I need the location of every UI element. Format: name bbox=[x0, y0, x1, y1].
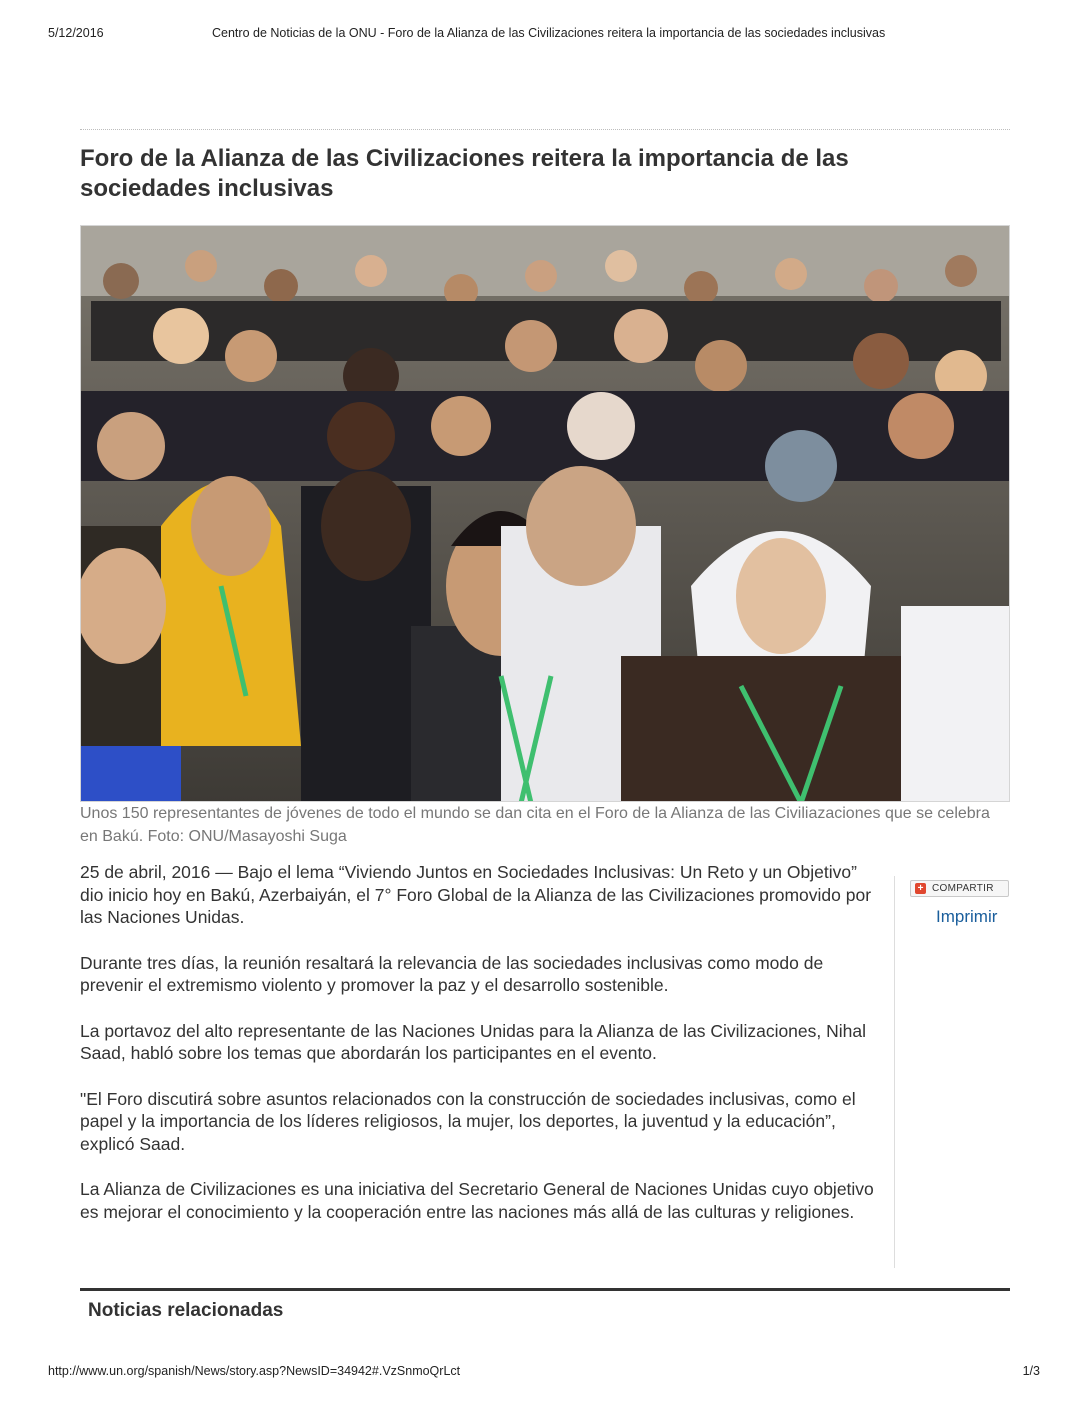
print-link[interactable]: Imprimir bbox=[936, 907, 998, 926]
print-page-number: 1/3 bbox=[1022, 1364, 1040, 1378]
article-paragraph: "El Foro discutirá sobre asuntos relacionados con la construcción de sociedades inclusivas, como el papel y la importancia de los líderes religiosos, la mujer, los deportes, la juventud y la educación”, explicó Saad. bbox=[80, 1088, 856, 1154]
top-divider bbox=[80, 129, 1010, 130]
article-headline: Foro de la Alianza de las Civilizaciones reitera la importancia de las sociedades inclusivas bbox=[80, 145, 849, 202]
print-url: http://www.un.org/spanish/News/story.asp?NewsID=34942#.VzSnmoQrLct bbox=[48, 1364, 461, 1378]
article-paragraph: La Alianza de Civilizaciones es una iniciativa del Secretario General de Naciones Unidas cuyo objetivo es mejorar el conocimiento y la cooperación entre las naciones más allá de las culturas y religiones. bbox=[80, 1179, 874, 1222]
print-doc-title: Centro de Noticias de la ONU - Foro de la Alianza de las Civilizaciones reitera la importancia de las sociedades inclusivas bbox=[212, 26, 886, 40]
share-button-label: COMPARTIR bbox=[932, 883, 994, 894]
article-paragraph: Durante tres días, la reunión resaltará la relevancia de las sociedades inclusivas como modo de prevenir el extremismo violento y promover la paz y el desarrollo sostenible. bbox=[80, 952, 824, 995]
sidebar-divider bbox=[894, 876, 895, 1268]
print-footer bbox=[48, 1364, 1040, 1382]
article-photo bbox=[80, 225, 1010, 802]
related-divider bbox=[80, 1288, 1010, 1291]
print-date: 5/12/2016 bbox=[48, 26, 104, 40]
print-header bbox=[48, 26, 1040, 44]
photo-caption: Unos 150 representantes de jóvenes de todo el mundo se dan cita en el Foro de la Alianza de las Civiliazaciones que se celebra en Bakú. Foto: ONU/Masayoshi Suga bbox=[80, 805, 990, 845]
article-paragraph: 25 de abril, 2016 — Bajo el lema “Viviendo Juntos en Sociedades Inclusivas: Un Reto y un Objetivo” dio inicio hoy en Bakú, Azerbaiyán, el 7° Foro Global de la Alianza de las Civilizaciones promovido por las Naciones Unidas. bbox=[80, 862, 872, 927]
related-news-title: Noticias relacionadas bbox=[88, 1300, 284, 1321]
share-button[interactable] bbox=[910, 880, 1009, 897]
audience-photo-illustration bbox=[81, 226, 1010, 802]
article-body bbox=[80, 861, 880, 1246]
plus-icon: + bbox=[915, 883, 926, 894]
article-paragraph: La portavoz del alto representante de las Naciones Unidas para la Alianza de las Civilizaciones, Nihal Saad, habló sobre los temas que abordarán los participantes en el evento. bbox=[80, 1020, 867, 1063]
